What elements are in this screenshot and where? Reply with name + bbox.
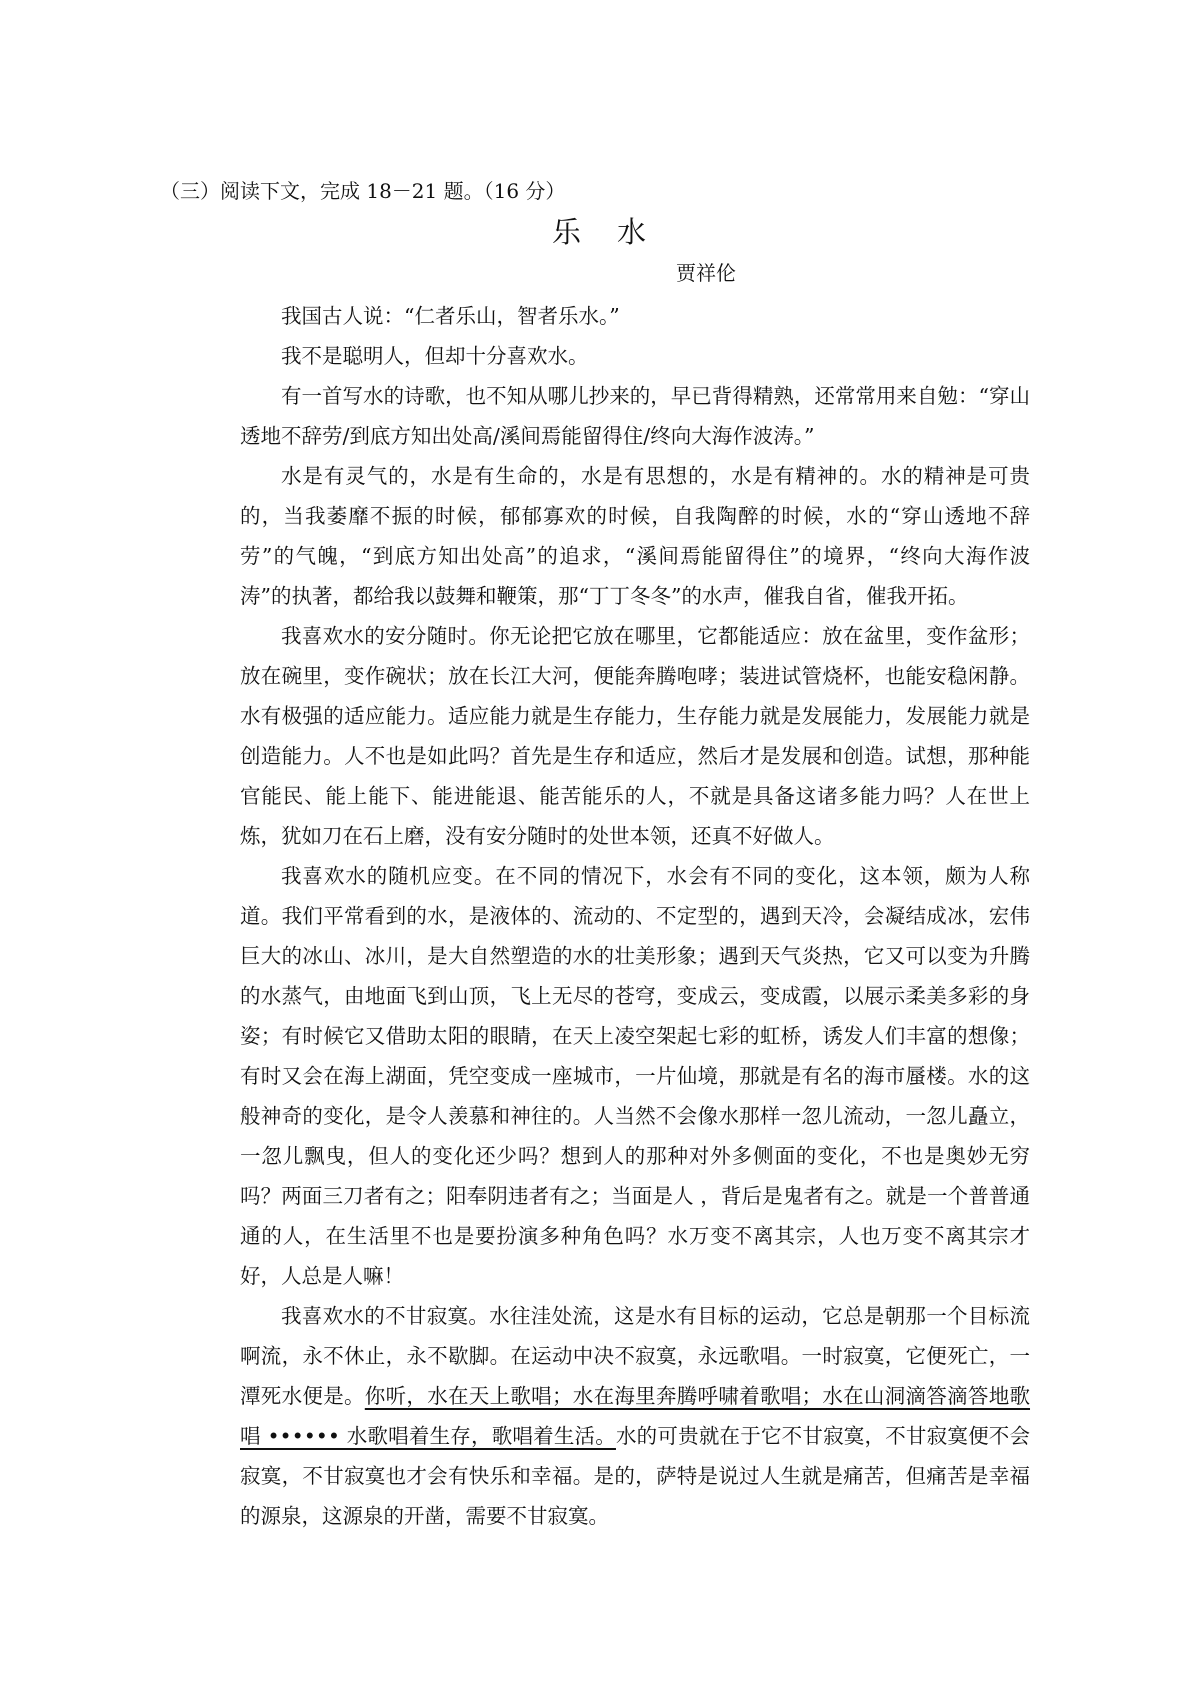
paragraph-2: 我不是聪明人，但却十分喜欢水。: [281, 344, 589, 368]
paragraph-7-text-after: 水的可贵就在于它不甘寂寞，不甘寂寞便不会寂寞，不甘寂寞也才会有快乐和幸福。是的，萨特是说过人生就是痛苦，但痛苦是幸福的源泉，这源泉的开凿，需要不甘寂寞。: [240, 1424, 1030, 1528]
paragraph-5: 我喜欢水的安分随时。你无论把它放在哪里，它都能适应：放在盆里，变作盆形；放在碗里，变作碗状；放在长江大河，便能奔腾咆哮；装进试管烧杯，也能安稳闲静。水有极强的适应能力。适应能力就是生存能力，生存能力就是发展能力，发展能力就是创造能力。人不也是如此吗？首先是生存和适应，然后才是发展和创造。试想，那种能官能民、能上能下、能进能退、能苦能乐的人，不就是具备这诸多能力吗？人在世上炼，犹如刀在石上磨，没有安分随时的处世本领，还真不好做人。: [240, 624, 1030, 848]
article-body: [240, 296, 1030, 1536]
section-heading: （三）阅读下文，完成 18－21 题。（16 分）: [160, 179, 566, 203]
paragraph-7-text-before: 我喜欢水的不甘寂寞。水往洼处流，这是水有目标的运动，它总是朝那一个目标流啊流，永不休止，永不歇脚。在运动中决不寂寞，永远歌唱。一时寂寞，它便死亡，一潭死水便是。: [240, 1304, 1030, 1408]
article-title-char-2: 水: [617, 215, 649, 249]
article-title: [0, 212, 1200, 252]
paragraph-1: 我国古人说：“仁者乐山，智者乐水。”: [281, 304, 620, 328]
paragraph-4: 水是有灵气的，水是有生命的，水是有思想的，水是有精神的。水的精神是可贵的，当我萎靡不振的时候，郁郁寡欢的时候，自我陶醉的时候，水的“穿山透地不辞劳”的气魄，“到底方知出处高”的追求，“溪间焉能留得住”的境界，“终向大海作波涛”的执著，都给我以鼓舞和鞭策，那“丁丁冬冬”的水声，催我自省，催我开拓。: [240, 464, 1030, 608]
paragraph-3: 有一首写水的诗歌，也不知从哪儿抄来的，早已背得精熟，还常常用来自勉：“穿山透地不辞劳/到底方知出处高/溪间焉能留得住/终向大海作波涛。”: [240, 384, 1030, 448]
paragraph-7: [240, 1296, 1030, 1536]
underlined-sentence: 你听，水在天上歌唱；水在海里奔腾呼啸着歌唱；水在山洞滴答滴答地歌唱 •••••• 水歌唱着生存，歌唱着生活。: [240, 1384, 1031, 1448]
paragraph-6: 我喜欢水的随机应变。在不同的情况下，水会有不同的变化，这本领，颇为人称道。我们平常看到的水，是液体的、流动的、不定型的，遇到天冷，会凝结成冰，宏伟巨大的冰山、冰川，是大自然塑造的水的壮美形象；遇到天气炎热，它又可以变为升腾的水蒸气，由地面飞到山顶，飞上无尽的苍穹，变成云，变成霞，以展示柔美多彩的身姿；有时候它又借助太阳的眼睛，在天上凌空架起七彩的虹桥，诱发人们丰富的想像；有时又会在海上湖面，凭空变成一座城市，一片仙境，那就是有名的海市蜃楼。水的这般神奇的变化，是令人羡慕和神往的。人当然不会像水那样一忽儿流动，一忽儿矗立，一忽儿飘曳，但人的变化还少吗？想到人的那种对外多侧面的变化，不也是奥妙无穷吗？两面三刀者有之；阳奉阴违者有之；当面是人 ，背后是鬼者有之。就是一个普普通通的人，在生活里不也是要扮演多种角色吗？水万变不离其宗，人也万变不离其宗才好，人总是人嘛！: [240, 864, 1030, 1288]
article-title-char-1: 乐: [551, 215, 583, 249]
article-author: 贾祥伦: [676, 261, 736, 285]
